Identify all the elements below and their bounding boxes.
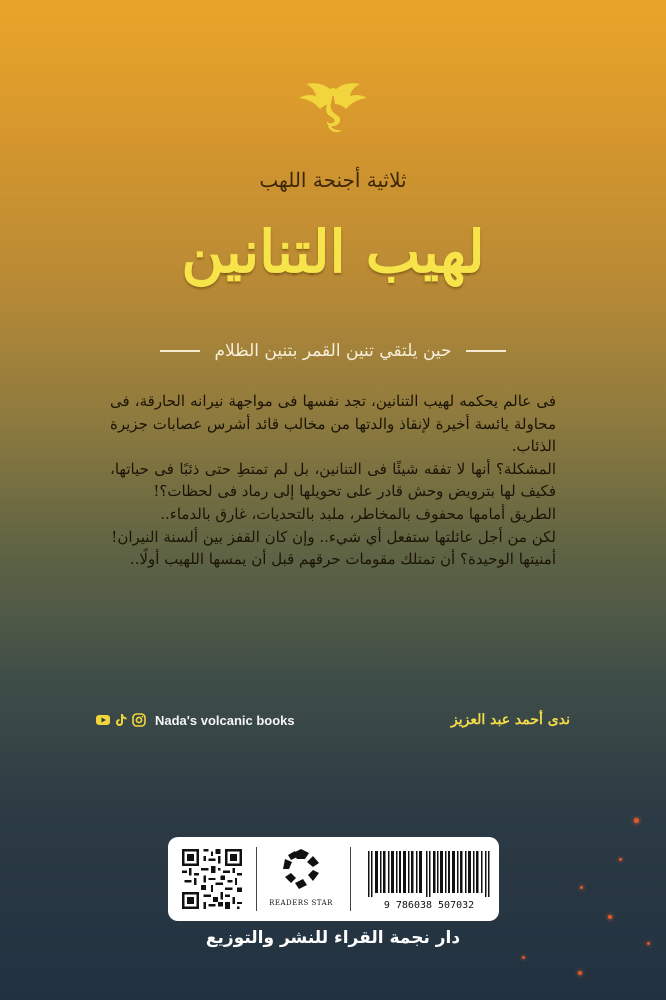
youtube-icon[interactable]	[96, 713, 110, 727]
ember-spark	[580, 886, 583, 889]
blurb-paragraph: فى عالم يحكمه لهيب التنانين، تجد نفسها فى مواجهة نيرانه الحارقة، فى محاولة يائسة أخيرة لإنقاذ والدتها من مخالب قائد أشرس عصابات جزيرة الذئاب.	[110, 392, 556, 456]
publisher-card	[168, 837, 499, 921]
book-title: لهيب التنانين	[181, 218, 485, 286]
series-name: ثلاثية أجنحة اللهب	[259, 168, 407, 192]
blurb-paragraph: أمنيتها الوحيدة؟ أن تمتلك مقومات حرقهم قبل أن يمسها اللهيب أولًا..	[129, 550, 556, 569]
blurb-paragraph: لكن من أجل عائلتها ستفعل أي شيء.. وإن كان القفز بين ألسنة النيران!	[111, 527, 556, 546]
tiktok-icon[interactable]	[114, 713, 128, 727]
author-name: ندى أحمد عبد العزيز	[451, 712, 570, 728]
ember-spark	[634, 818, 639, 823]
tagline-rule-left	[160, 350, 200, 352]
readers-star-logo-icon	[279, 847, 323, 891]
ember-spark	[647, 942, 650, 945]
instagram-icon[interactable]	[132, 713, 146, 727]
barcode	[366, 851, 492, 897]
social-links	[96, 713, 295, 728]
isbn-number: 9 786038 507032	[383, 900, 475, 911]
blurb-paragraph: المشكلة؟ أنها لا تفقه شيئًا فى التنانين، بل لم تمتطِ حتى ذئبًا فى حياتها، فكيف لها بترويض وحش قادر على تحويلها إلى رماد فى لحظات؟!	[110, 459, 556, 501]
social-handle: Nada's volcanic books	[155, 712, 295, 728]
publisher-logo-name: READERS STAR	[269, 899, 333, 907]
ember-spark	[578, 971, 582, 975]
qr-code	[182, 849, 242, 909]
card-divider	[350, 847, 351, 911]
ember-spark	[619, 858, 622, 861]
ember-spark	[608, 915, 612, 919]
blurb	[110, 390, 556, 571]
publisher-name: دار نجمة القراء للنشر والتوزيع	[205, 928, 461, 948]
dragon-emblem-icon	[296, 78, 370, 140]
tagline-rule-right	[466, 350, 506, 352]
card-divider	[256, 847, 257, 911]
blurb-paragraph: الطريق أمامها محفوف بالمخاطر، ملبد بالتحديات، غارق بالدماء..	[160, 504, 556, 523]
ember-spark	[522, 956, 525, 959]
tagline: حين يلتقي تنين القمر بتنين الظلام	[214, 341, 452, 361]
tagline-row	[0, 341, 666, 361]
author-row	[96, 712, 570, 728]
